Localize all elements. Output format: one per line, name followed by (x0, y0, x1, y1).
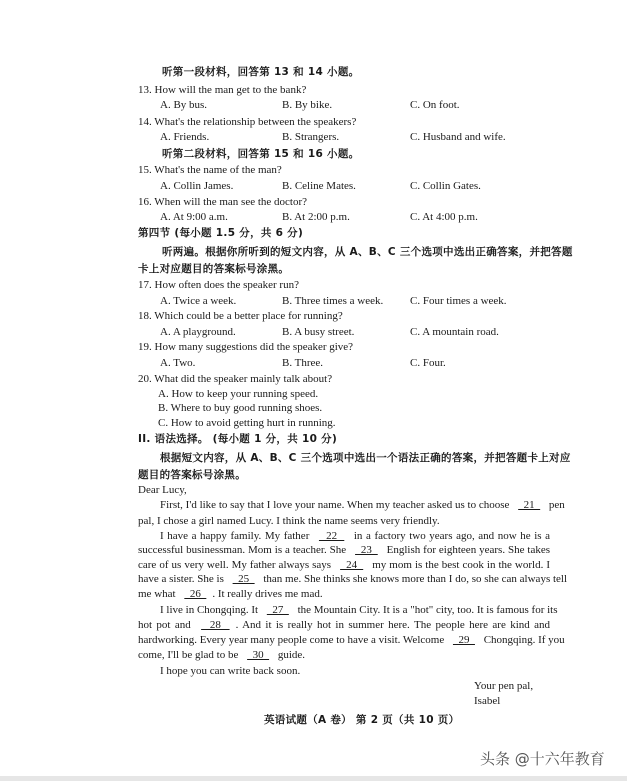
letter-text: the Mountain City. It is a "hot" city, too. It is famous for its (297, 604, 558, 616)
option-c: C. How to avoid getting hurt in running. (158, 417, 336, 429)
option-a: A. By bus. (160, 99, 208, 111)
letter-line (138, 588, 323, 601)
question-13: 13. How will the man get to the bank? (138, 84, 307, 96)
letter-line (138, 649, 305, 662)
option-c: C. On foot. (410, 99, 460, 111)
letter-text: me what (138, 588, 176, 600)
letter-text: hardworking. Every year many people come to have a visit. Welcome (138, 634, 445, 646)
question-17: 17. How often does the speaker run? (138, 279, 299, 291)
option-b: B. A busy street. (282, 326, 355, 338)
option-c: C. Collin Gates. (410, 180, 481, 192)
section-instruction: 卡上对应题目的答案标号涂黑。 (138, 263, 290, 275)
letter-text: pen (548, 499, 565, 511)
option-a: A. Two. (160, 357, 196, 369)
answer-blank: 22 (318, 530, 345, 542)
section-instruction: 题目的答案标号涂黑。 (138, 469, 246, 481)
letter-greeting: Dear Lucy, (138, 484, 187, 496)
letter-text: Chongqing. If you (483, 634, 565, 646)
letter-line (160, 530, 550, 543)
letter-text: my mom is the best cook in the world. I (372, 559, 551, 571)
answer-blank: 30 (247, 649, 270, 661)
option-b: B. Three. (282, 357, 324, 369)
letter-text: care of us very well. My father always says (138, 559, 332, 571)
option-c: C. At 4:00 p.m. (410, 211, 478, 223)
option-a: A. Collin James. (160, 180, 234, 192)
letter-text: come, I'll be glad to be (138, 649, 239, 661)
section-instruction: 听两遍。根据你所听到的短文内容，从 A、B、C 三个选项中选出正确答案，并把答题 (162, 246, 573, 258)
letter-text: I live in Chongqing. It (160, 604, 259, 616)
letter-signature: Isabel (474, 695, 501, 707)
letter-line (138, 634, 565, 647)
letter-text: hot pot and (138, 619, 191, 631)
question-20: 20. What did the speaker mainly talk about? (138, 373, 333, 385)
letter-text: I hope you can write back soon. (160, 665, 301, 677)
answer-blank: 21 (518, 499, 541, 511)
page-footer: 英语试题（A 卷） 第 2 页（共 10 页） (264, 714, 460, 726)
option-b: B. Where to buy good running shoes. (158, 402, 323, 414)
letter-line (138, 544, 550, 557)
passage-instruction: 听第一段材料，回答第 13 和 14 小题。 (162, 66, 360, 78)
letter-text: pal, I chose a girl named Lucy. I think the name seems very friendly. (138, 515, 440, 527)
question-15: 15. What's the name of the man? (138, 164, 282, 176)
letter-text: guide. (277, 649, 306, 661)
option-b: B. Strangers. (282, 131, 340, 143)
watermark: 头条 @十六年教育 (480, 750, 605, 768)
letter-text: First, I'd like to say that I love your name. When my teacher asked us to choose (160, 499, 510, 511)
option-c: C. Four times a week. (410, 295, 507, 307)
option-a: A. How to keep your running speed. (158, 388, 319, 400)
answer-blank: 27 (266, 604, 289, 616)
letter-line (160, 665, 300, 678)
letter-text: have a sister. She is (138, 573, 224, 585)
letter-line (138, 559, 550, 572)
answer-blank: 26 (184, 588, 207, 600)
letter-text: successful businessman. Mom is a teacher. She (138, 544, 347, 556)
letter-text: . It really drives me mad. (212, 588, 323, 600)
letter-line (138, 573, 568, 586)
question-18: 18. Which could be a better place for running? (138, 310, 343, 322)
option-c: C. Husband and wife. (410, 131, 506, 143)
answer-blank: 28 (201, 619, 230, 631)
answer-blank: 23 (355, 544, 378, 556)
option-a: A. Twice a week. (160, 295, 237, 307)
option-a: A. At 9:00 a.m. (160, 211, 228, 223)
answer-blank: 24 (340, 559, 364, 571)
answer-blank: 29 (452, 634, 475, 646)
option-b: B. Three times a week. (282, 295, 384, 307)
letter-text: I have a happy family. My father (160, 530, 310, 542)
answer-blank: 25 (232, 573, 255, 585)
section-instruction: 根据短文内容，从 A、B、C 三个选项中选出一个语法正确的答案，并把答题卡上对应 (160, 452, 571, 464)
option-b: B. By bike. (282, 99, 333, 111)
letter-closing: Your pen pal, (474, 680, 534, 692)
section-title: 第四节 (每小题 1.5 分，共 6 分) (138, 227, 304, 239)
option-b: B. Celine Mates. (282, 180, 356, 192)
letter-line (160, 604, 558, 617)
letter-text: in a factory two years ago, and now he is a (353, 530, 551, 542)
option-b: B. At 2:00 p.m. (282, 211, 350, 223)
option-c: C. A mountain road. (410, 326, 499, 338)
letter-text: English for eighteen years. She takes (386, 544, 551, 556)
letter-line (138, 619, 550, 632)
option-c: C. Four. (410, 357, 446, 369)
letter-line (160, 499, 565, 512)
question-19: 19. How many suggestions did the speaker give? (138, 341, 354, 353)
section-title: II. 语法选择。 (每小题 1 分，共 10 分) (138, 433, 338, 445)
bottom-bar (0, 776, 627, 781)
question-14: 14. What's the relationship between the speakers? (138, 116, 357, 128)
letter-text: . And it is really hot in summer here. The people here are kind and (235, 619, 551, 631)
letter-line (138, 515, 440, 528)
option-a: A. Friends. (160, 131, 210, 143)
passage-instruction: 听第二段材料，回答第 15 和 16 小题。 (162, 148, 360, 160)
letter-text: than me. She thinks she knows more than I do, so she can always tell (263, 573, 568, 585)
option-a: A. A playground. (160, 326, 236, 338)
question-16: 16. When will the man see the doctor? (138, 196, 308, 208)
